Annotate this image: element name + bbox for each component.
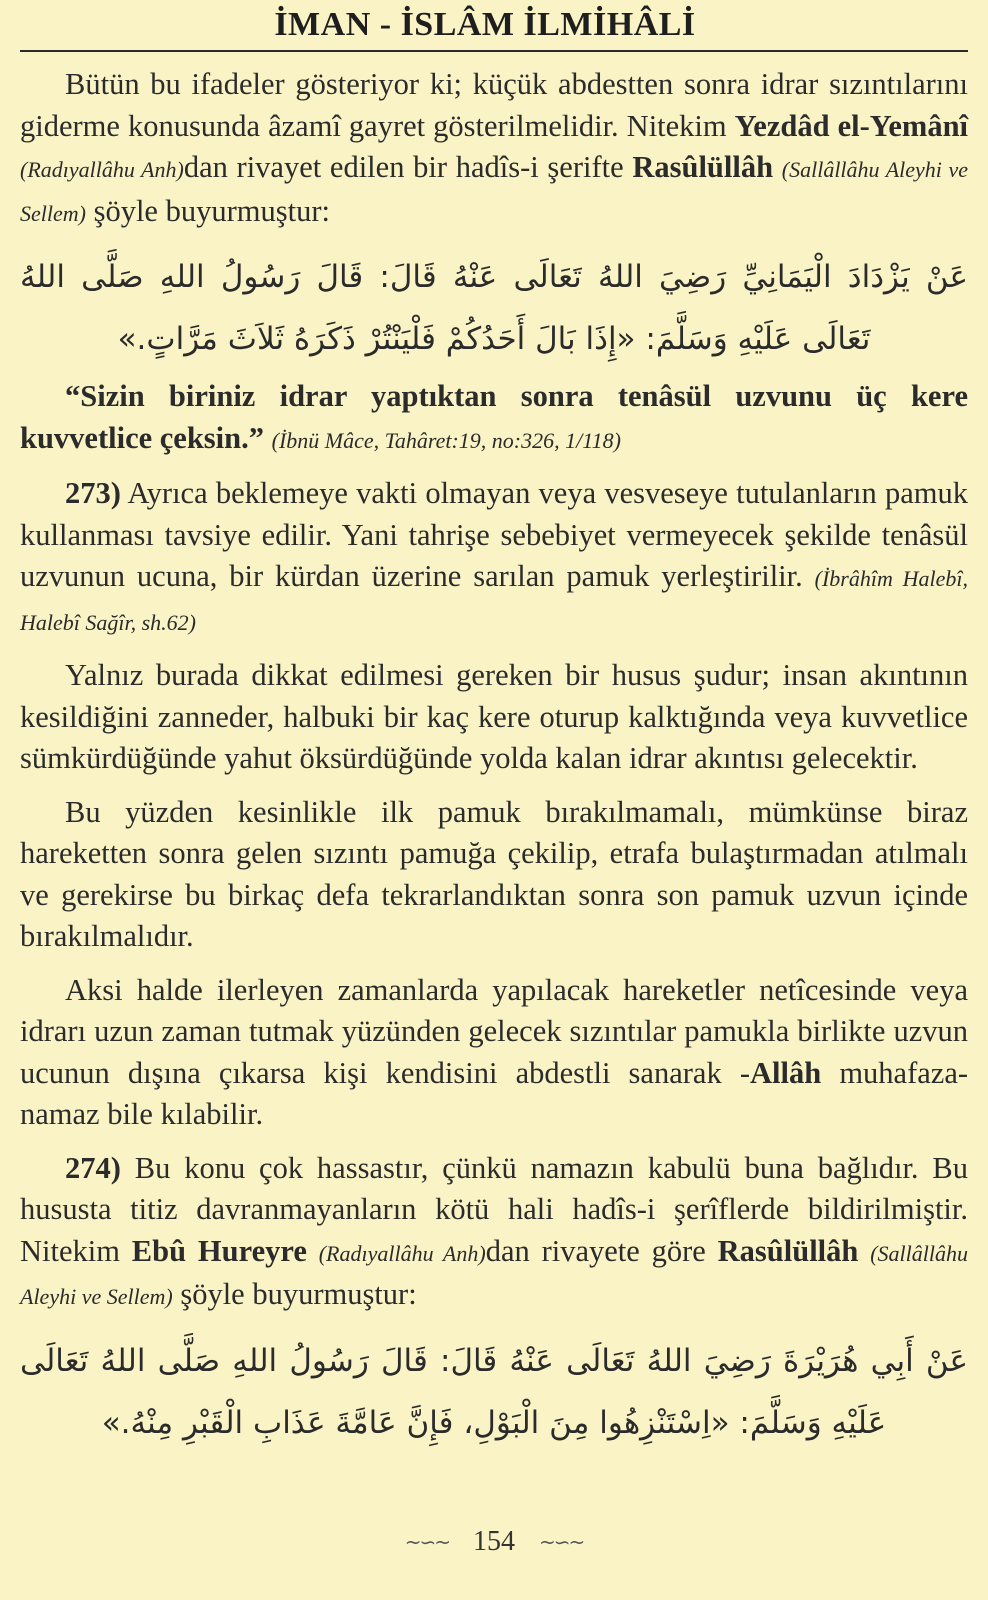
header-divider [20, 50, 968, 52]
paragraph-274 [20, 1148, 968, 1318]
salawat-cite: (Sallâllâhu Aleyhi ve Sellem) [20, 157, 969, 226]
paragraph-273 [20, 473, 968, 643]
paragraph-274-text-2: dan rivayete göre [485, 1233, 718, 1268]
name-allah: Allâh [750, 1055, 822, 1090]
intro-text: Bütün bu ifadeler gösteriyor ki; küçük abdestten sonra idrar sızıntılarını giderme konusunda âzamî gayret gösterilmelidir. Nitekim [20, 67, 968, 143]
salawat-cite: (Sallâllâhu Aleyhi ve Sellem) [20, 1240, 968, 1309]
ornament-left-icon: ~∽~ [404, 1530, 449, 1554]
arabic-hadith-1: عَنْ يَزْدَادَ الْيَمَانِيِّ رَضِيَ اللهُ تَعَالَى عَنْهُ قَالَ: قَالَ رَسُولُ اللهِ صَلَّى اللهُ تَعَالَى عَلَيْهِ وَسَلَّمَ: «إِذَا بَالَ أَحَدُكُمْ فَلْيَنْتُرْ ذَكَرَهُ ثَلاَثَ مَرَّاتٍ.» [20, 259, 968, 357]
source-cite: (İbrâhîm Halebî, Halebî Sağîr, sh.62) [20, 566, 968, 635]
page-header-title: İMAN - İSLÂM İLMİHÂLİ [274, 6, 696, 43]
aksi-text-2: muhafaza- namaz bile kılabilir. [20, 1055, 969, 1131]
paragraph-yalniz: Yalnız burada dikkat edilmesi gereken bir husus şudur; insan akıntının kesildiğini zanneder, halbuki bir kaç kere oturup kalktığında veya kuvvetlice sümkürdüğünde yahut öksürdüğünde yolda kalan idrar akıntısı gelecektir. [20, 658, 968, 775]
item-number: 274) [65, 1150, 121, 1185]
translation-quote-1 [20, 376, 968, 461]
item-number: 273) [65, 476, 121, 510]
quote-text: “Sizin biriniz idrar yaptıktan sonra tenâsül uzvunu üç kere kuvvetlice çeksin.” [20, 379, 968, 455]
page-number: 154 [473, 1526, 515, 1557]
paragraph-bu-yuzden: Bu yüzden kesinlikle ilk pamuk bırakılmamalı, mümkünse biraz hareketten sonra gelen sızıntı pamuğa çekilip, etrafa bulaştırmadan atılmalı ve gerekirse bu birkaç defa tekrarlandıktan sonra son pamuk uzvun içinde bırakılmalıdır. [20, 794, 968, 953]
name-yezdad: Yezdâd el-Yemânî [734, 108, 969, 143]
paragraph-aksi-halde [20, 970, 968, 1136]
paragraph-274-text: Bu konu çok hassastır, çünkü namazın kabulü buna bağlıdır. Bu hususta titiz davranmayanların kötü hali hadîs-i şerîflerde bildirilmiştir. Nitekim [20, 1150, 968, 1268]
page-footer [0, 1522, 988, 1562]
arabic-hadith-2: عَنْ أَبِي هُرَيْرَةَ رَضِيَ اللهُ تَعَالَى عَنْهُ قَالَ: قَالَ رَسُولُ اللهِ صَلَّى اللهُ تَعَالَى عَلَيْهِ وَسَلَّمَ: «اِسْتَنْزِهُوا مِنَ الْبَوْلِ، فَإِنَّ عَامَّةَ عَذَابِ الْقَبْرِ مِنْهُ.» [20, 1342, 968, 1441]
ornament-right-icon: ~∽~ [539, 1530, 584, 1554]
paragraph-intro [20, 64, 968, 234]
name-ebu-hureyre: Ebû Hureyre [131, 1233, 307, 1268]
paragraph-274-text-3: şöyle buyurmuştur: [172, 1277, 417, 1311]
page-content [20, 64, 968, 1460]
source-cite: (İbnü Mâce, Tahâret:19, no:326, 1/118) [271, 427, 621, 453]
honorific-cite: (Radıyallâhu Anh) [318, 1240, 486, 1266]
paragraph-273-text: Ayrıca beklemeye vakti olmayan veya vesveseye tutulanların pamuk kullanması tavsiye edilir. Yani tahrişe sebebiyet vermeyecek şekilde tenâsül uzvunun ucuna, bir kürdan üzerine sarılan pamuk yerleştirilir. [20, 476, 968, 593]
name-rasulullah: Rasûlüllâh [717, 1233, 859, 1268]
aksi-text-1: Aksi halde ilerleyen zamanlarda yapılacak hareketler netîcesinde veya idrarı uzun zaman tutmak yüzünden gelecek sızıntılar pamukla birlikte uzvun ucunun dışına çıkarsa kişi kendisini abdestli sanarak - [20, 972, 968, 1090]
intro-text-2: dan rivayet edilen bir hadîs-i şerifte [183, 150, 633, 184]
honorific-cite: (Radıyallâhu Anh) [20, 157, 184, 182]
name-rasulullah: Rasûlüllâh [632, 150, 774, 184]
intro-text-3: şöyle buyurmuştur: [85, 193, 330, 228]
